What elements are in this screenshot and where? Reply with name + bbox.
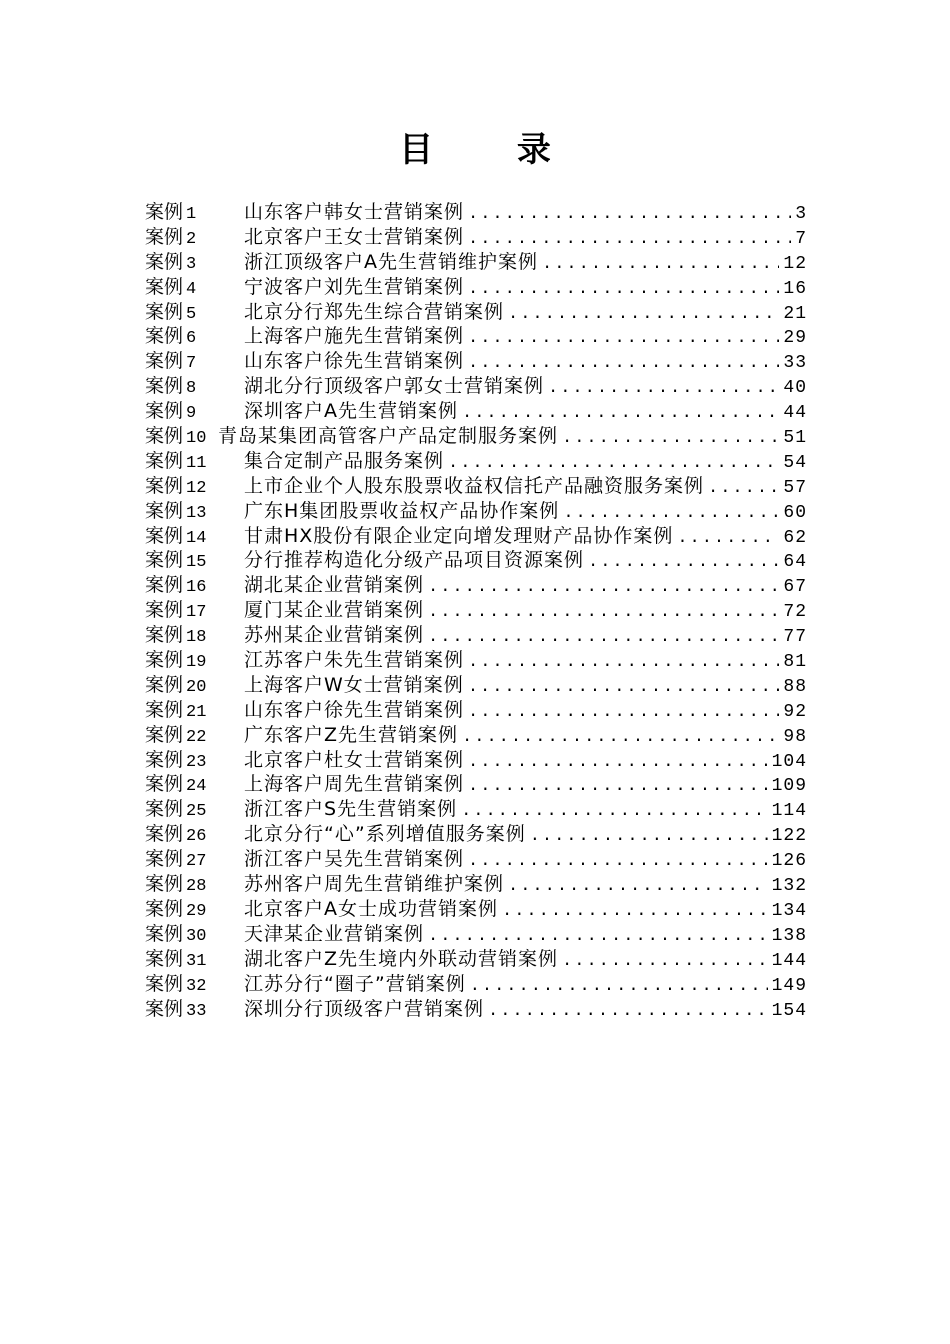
case-label: 案例 [145, 848, 184, 871]
case-number: 4 [186, 279, 197, 299]
dot-leader [468, 775, 768, 800]
case-number: 31 [186, 951, 207, 971]
case-number: 8 [186, 379, 197, 399]
toc-entry[interactable] [145, 598, 807, 623]
toc-entry[interactable] [145, 399, 807, 424]
page-number: 104 [771, 751, 807, 772]
page-number: 51 [783, 428, 807, 449]
dot-leader [428, 601, 779, 626]
entry-title: 湖北分行顶级客户郭女士营销案例 [244, 375, 545, 398]
toc-entry[interactable] [145, 947, 807, 972]
toc-entry[interactable] [145, 250, 807, 275]
case-label: 案例 [145, 823, 184, 846]
case-number: 10 [186, 429, 207, 449]
dot-leader [502, 900, 768, 925]
case-number: 5 [186, 304, 197, 324]
page-number: 67 [783, 577, 807, 598]
case-number: 18 [186, 628, 207, 648]
entry-title: 苏州客户周先生营销维护案例 [244, 873, 505, 896]
case-label: 案例 [145, 549, 184, 572]
page-number: 92 [783, 701, 807, 722]
page-number: 77 [783, 627, 807, 648]
page-number: 132 [771, 876, 807, 897]
dot-leader [468, 850, 768, 875]
page-number: 72 [783, 602, 807, 623]
toc-entry[interactable] [145, 449, 807, 474]
dot-leader [470, 975, 768, 1000]
dot-leader [588, 551, 779, 576]
entry-title: 山东客户韩女士营销案例 [244, 201, 465, 223]
entry-title: 湖北客户Z先生境内外联动营销案例 [244, 947, 559, 970]
case-label: 案例 [145, 499, 184, 522]
case-label: 案例 [145, 649, 184, 672]
toc-entry[interactable] [145, 872, 807, 897]
dot-leader [468, 651, 779, 676]
dot-leader [508, 303, 779, 328]
case-label: 案例 [145, 723, 184, 746]
toc-entry[interactable] [145, 225, 807, 250]
page-number: 29 [783, 328, 807, 349]
dot-leader [708, 477, 779, 502]
case-number: 14 [186, 528, 207, 548]
entry-title: 苏州某企业营销案例 [244, 624, 425, 647]
case-label: 案例 [145, 873, 184, 896]
entry-title: 湖北某企业营销案例 [244, 574, 425, 597]
toc-entry[interactable] [145, 275, 807, 300]
dot-leader [677, 527, 779, 552]
page-number: 62 [783, 527, 807, 548]
case-number: 27 [186, 852, 207, 872]
dot-leader [548, 377, 779, 402]
case-label: 案例 [145, 325, 184, 348]
dot-leader [468, 676, 780, 701]
case-label: 案例 [145, 673, 184, 696]
case-number: 20 [186, 677, 207, 697]
entry-title: 北京分行郑先生综合营销案例 [244, 300, 505, 323]
toc-entry[interactable] [145, 324, 807, 349]
case-label: 案例 [145, 997, 184, 1020]
case-label: 案例 [145, 201, 184, 223]
page-number: 21 [783, 303, 807, 324]
entry-title: 北京客户杜女士营销案例 [244, 748, 465, 771]
toc-entry[interactable] [145, 797, 807, 822]
entry-title: 浙江客户S先生营销案例 [244, 798, 458, 821]
page-number: 7 [795, 228, 807, 249]
page-number: 88 [783, 676, 807, 697]
dot-leader [468, 278, 779, 303]
case-label: 案例 [145, 947, 184, 970]
case-label: 案例 [145, 897, 184, 920]
case-label: 案例 [145, 250, 184, 273]
case-number: 21 [186, 702, 207, 722]
case-label: 案例 [145, 524, 184, 547]
entry-title: 上海客户施先生营销案例 [244, 325, 465, 348]
entry-title: 深圳客户A先生营销案例 [244, 400, 459, 423]
page-number: 126 [771, 851, 807, 872]
case-number: 16 [186, 578, 207, 598]
case-number: 11 [186, 453, 207, 473]
toc-entry[interactable] [145, 648, 807, 673]
page-number: 54 [783, 452, 807, 473]
dot-leader [428, 626, 779, 651]
case-number: 17 [186, 603, 207, 623]
dot-leader [508, 875, 768, 900]
page-number: 114 [771, 801, 807, 822]
toc-entry[interactable] [145, 897, 807, 922]
case-number: 30 [186, 926, 207, 946]
toc-entry[interactable] [145, 300, 807, 325]
toc-entry[interactable] [145, 673, 807, 698]
page-number: 60 [783, 502, 807, 523]
toc-entry[interactable] [145, 772, 807, 797]
toc-entry[interactable] [145, 972, 807, 997]
entry-title: 广东H集团股票收益权产品协作案例 [244, 499, 560, 522]
case-label: 案例 [145, 449, 184, 472]
page-number: 154 [771, 1000, 807, 1021]
case-number: 1 [186, 205, 197, 224]
case-number: 24 [186, 777, 207, 797]
toc-entry[interactable] [145, 374, 807, 399]
case-label: 案例 [145, 225, 184, 248]
entry-title: 上海客户W女士营销案例 [244, 673, 464, 696]
page-number: 138 [771, 925, 807, 946]
case-label: 案例 [145, 698, 184, 721]
toc-entry[interactable] [145, 474, 807, 499]
case-number: 2 [186, 229, 197, 249]
dot-leader [468, 701, 779, 726]
toc-entry[interactable] [145, 200, 807, 225]
toc-entry[interactable] [145, 424, 807, 449]
case-number: 9 [186, 404, 197, 424]
case-number: 28 [186, 877, 207, 897]
case-label: 案例 [145, 300, 184, 323]
entry-title: 宁波客户刘先生营销案例 [244, 275, 465, 298]
case-label: 案例 [145, 474, 184, 497]
toc-entry[interactable] [145, 997, 807, 1022]
toc-entry[interactable] [145, 723, 807, 748]
page-number: 134 [771, 900, 807, 921]
entry-title: 江苏客户朱先生营销案例 [244, 649, 465, 672]
page-number: 44 [783, 403, 807, 424]
page-number: 144 [771, 950, 807, 971]
case-label: 案例 [145, 275, 184, 298]
case-number: 7 [186, 354, 197, 374]
page-number: 57 [783, 477, 807, 498]
entry-title: 浙江顶级客户A先生营销维护案例 [244, 250, 539, 273]
page-number: 64 [783, 552, 807, 573]
entry-title: 山东客户徐先生营销案例 [244, 350, 465, 373]
page-number: 33 [783, 353, 807, 374]
toc-entry[interactable] [145, 847, 807, 872]
case-label: 案例 [145, 375, 184, 398]
dot-leader [530, 825, 768, 850]
case-number: 33 [186, 1001, 207, 1021]
page-number: 98 [783, 726, 807, 747]
toc-entry[interactable] [145, 748, 807, 773]
dot-leader [562, 427, 779, 452]
case-number: 25 [186, 802, 207, 822]
case-label: 案例 [145, 574, 184, 597]
entry-title: 深圳分行顶级客户营销案例 [244, 997, 485, 1020]
case-label: 案例 [145, 972, 184, 995]
dot-leader [542, 253, 779, 278]
dot-leader [468, 203, 791, 228]
page-number: 12 [783, 253, 807, 274]
entry-title: 上海客户周先生营销案例 [244, 773, 465, 796]
case-number: 22 [186, 727, 207, 747]
page-number: 81 [783, 652, 807, 673]
case-label: 案例 [145, 400, 184, 423]
case-label: 案例 [145, 350, 184, 373]
case-number: 13 [186, 503, 207, 523]
case-number: 29 [186, 901, 207, 921]
entry-title: 北京客户王女士营销案例 [244, 225, 465, 248]
toc-entry[interactable] [145, 623, 807, 648]
case-label: 案例 [145, 599, 184, 622]
entry-title: 山东客户徐先生营销案例 [244, 698, 465, 721]
case-number: 19 [186, 653, 207, 673]
dot-leader [468, 751, 768, 776]
page-number: 149 [771, 975, 807, 996]
page-number: 40 [783, 378, 807, 399]
entry-title: 广东客户Z先生营销案例 [244, 723, 459, 746]
entry-title: 甘肃HX股份有限企业定向增发理财产品协作案例 [244, 524, 674, 547]
case-number: 6 [186, 329, 197, 349]
entry-title: 天津某企业营销案例 [244, 922, 425, 945]
entry-title: 北京分行“心”系列增值服务案例 [244, 823, 526, 846]
dot-leader [468, 327, 779, 352]
case-label: 案例 [145, 624, 184, 647]
case-label: 案例 [145, 748, 184, 771]
page-number: 109 [771, 776, 807, 797]
entry-title: 浙江客户吴先生营销案例 [244, 848, 465, 871]
dot-leader [562, 950, 768, 975]
entry-title: 厦门某企业营销案例 [244, 599, 425, 622]
toc-entry[interactable] [145, 499, 807, 524]
case-number: 15 [186, 553, 207, 573]
toc-entry[interactable] [145, 548, 807, 573]
case-number: 12 [186, 478, 207, 498]
table-of-contents [145, 200, 807, 1021]
toc-entry[interactable] [145, 349, 807, 374]
dot-leader [488, 1000, 768, 1025]
toc-entry[interactable] [145, 524, 807, 549]
toc-entry[interactable] [145, 573, 807, 598]
dot-leader [428, 576, 779, 601]
case-label: 案例 [145, 798, 184, 821]
case-number: 3 [186, 254, 197, 274]
page-number: 122 [771, 826, 807, 847]
entry-title: 北京客户A女士成功营销案例 [244, 897, 499, 920]
case-number: 32 [186, 976, 207, 996]
entry-title: 集合定制产品服务案例 [244, 449, 445, 472]
entry-title: 分行推荐构造化分级产品项目资源案例 [244, 549, 585, 572]
page-title: 目 录 [399, 130, 587, 170]
entry-title: 江苏分行“圈子”营销案例 [244, 972, 466, 995]
dot-leader [462, 726, 779, 751]
case-number: 23 [186, 752, 207, 772]
page-number: 3 [795, 204, 807, 224]
case-label: 案例 [145, 922, 184, 945]
page-number: 16 [783, 278, 807, 299]
toc-entry[interactable] [145, 922, 807, 947]
entry-title: 青岛某集团高管客户产品定制服务案例 [218, 425, 559, 448]
case-label: 案例 [145, 773, 184, 796]
case-number: 26 [186, 827, 207, 847]
case-label: 案例 [145, 425, 184, 448]
toc-entry[interactable] [145, 822, 807, 847]
toc-entry[interactable] [145, 698, 807, 723]
entry-title: 上市企业个人股东股票收益权信托产品融资服务案例 [244, 474, 705, 497]
